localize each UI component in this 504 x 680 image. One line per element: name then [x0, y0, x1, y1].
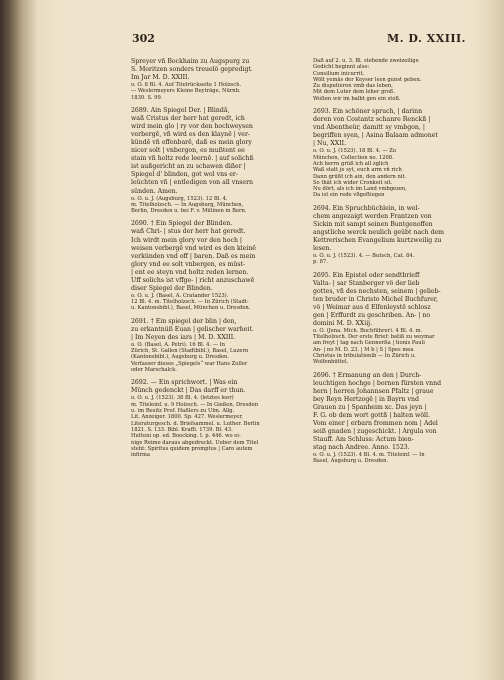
- text-line: zu erkantnüß Euan | gelischer warheit.: [131, 325, 254, 333]
- text-line: o. O. (Jena. Mich. Buchführer). 4 Bl. 4. m.: [313, 327, 423, 334]
- text-line: am freyt | tag nach Gennerßa | tionis Pauli: [313, 340, 425, 347]
- text-line: 2695. Ein Epistel oder sendtbrieff: [313, 271, 420, 279]
- entry-text-block: [313, 372, 481, 452]
- text-line: hern | herren Johannsen Pfaltz | graue: [313, 387, 434, 395]
- text-line: München, Collection no. 1208.: [313, 154, 394, 161]
- text-line: diser Spiegel der Blinden.: [131, 284, 213, 292]
- text-line: o. O. u. J. (Augsburg, 1523). 12 Bl. 4.: [131, 195, 228, 202]
- text-line: 2691. † Ein spiegel der blin | den,: [131, 317, 237, 325]
- text-line: Hutteni op. ed. Boecking. I. p. 446. wo ei-: [131, 433, 241, 440]
- text-line: Dann grüßt ich ain, den andern nit.: [313, 173, 407, 180]
- text-line: 12 Bl. 4. m. Titelholzsch. — In Zürich (Stadt-: [131, 299, 249, 306]
- text-line: stag nach Andree. Anno. 1523.: [313, 444, 410, 452]
- citation-block: [131, 293, 305, 312]
- text-line: bey Reyn Hertzogē | in Bayrn vnd: [313, 395, 419, 403]
- text-line: weisen verbergē vnd wird es den kleinē: [131, 244, 256, 252]
- page-header: [132, 32, 466, 48]
- text-line: Waß statt je syt, euch arm vñ rich: [313, 167, 402, 174]
- text-line: leuchtigen hochge | bornen fürsten vnnd: [313, 379, 442, 387]
- text-line: 2690. † Ein Spiegel der Blinden.: [131, 220, 233, 228]
- text-line: Kettrerischen Evangelium kurtzweilig zu: [313, 236, 442, 244]
- text-line: vö | Weimar aus d Elfenleystē schlosz: [313, 303, 431, 311]
- right-column: [313, 58, 481, 465]
- text-line: wird mein glo | ry vor den hochweysen: [131, 123, 253, 131]
- text-line: Ich wirdt mein glory vor den hoch |: [131, 236, 242, 244]
- text-line: Sickin mit sampt seinen Buntgenoffen: [313, 220, 433, 228]
- text-line: leüchten vñ | entledigen von all vnsern: [131, 179, 254, 187]
- text-line: S. Moritzen sonders treuelö gepredigt.: [131, 66, 253, 74]
- text-line: ist außgericht an zu schawen dißer |: [131, 163, 246, 171]
- running-head: M. D. XXIII.: [387, 32, 466, 45]
- text-line: Im Jar M. D. XXIII.: [131, 74, 190, 82]
- text-line: o. O. u. J. (1523). 38 Bl. 4. (letztes leer): [131, 395, 234, 402]
- text-line: waß Cristus der herr hat geredt, ich: [131, 115, 245, 123]
- entry-text-block: [131, 379, 305, 395]
- text-line: So thät ich wider Cronkeit sit.: [313, 179, 393, 186]
- text-line: Stauff. Am Schluss: Actum bien-: [313, 436, 414, 444]
- text-line: Zürich, St. Gallen (Stadtbibl.), Basel, Luzern: [131, 348, 249, 355]
- text-line: o. O. u. J. (1523). 4 Bl. 4. m. Titeleinf. — In: [313, 452, 425, 459]
- text-line: o. O. u. J. (1523). 4. — Butsch, Cat. 84.: [313, 252, 415, 259]
- text-line: 1830. S. 99.: [131, 94, 163, 101]
- citation-block: [313, 328, 481, 366]
- text-line: Da ist ein rede vßgeftiegen: [313, 192, 385, 199]
- text-line: F. G. ob dem wort gottß | halten wöll.: [313, 411, 430, 419]
- text-line: Zu disputieren vmb das leben,: [313, 83, 393, 90]
- text-line: gen | Erffurdt zu geschriben. An- | no: [313, 311, 431, 319]
- text-line: Spreyer vñ Bockhaim zu Augspurg zu: [131, 58, 250, 65]
- text-line: ten bruder in Christo Michel Buchfurer,: [313, 295, 438, 303]
- text-line: 2689. Ain Spiegel Der. | Blindā,: [131, 107, 230, 115]
- text-line: Nu dört, als ich im Land vmbgezen,: [313, 186, 407, 193]
- citation-block: [131, 196, 305, 215]
- citation-block: [131, 82, 305, 101]
- text-line: glory vnd ee solt vnbergen, es müst-: [131, 260, 246, 268]
- text-line: Ach herrn grüß ich all zglich: [313, 160, 389, 167]
- page-number: 302: [132, 32, 155, 45]
- text-line: Grauen zu | Spanheim xc. Das jeyn |: [313, 403, 427, 411]
- citation-block: [313, 452, 481, 465]
- entry-text-block: [131, 220, 305, 292]
- text-line: | Nu, XXII.: [313, 140, 347, 148]
- text-line: infirma: [131, 452, 150, 459]
- text-line: o. O. u. J. (1523). 18 Bl. 4. — Zu: [313, 148, 397, 155]
- text-line: m. Titeleinf. u. 9 Holzsch. — In Gießen, Dresden: [131, 401, 259, 408]
- text-line: steht: Spiritus quidem promptus | Caro autem: [131, 445, 253, 452]
- text-line: begriffen syen, | Asina Balaam admonet: [313, 132, 438, 140]
- text-line: (Kantonsbibl.), Augsburg u. Dresden.: [131, 354, 230, 361]
- text-line: Lit. Anzeiger. 1800. Sp. 427. Weslermeyer,: [131, 414, 243, 421]
- text-line: Verfasser dieses „Spiegels“ war Hans Zoller: [131, 360, 248, 367]
- text-line: kündē vñ offenbarē, daß es mein glory: [131, 139, 252, 147]
- text-line: 2696. † Ermanung an den | Durch-: [313, 371, 422, 379]
- text-line: Literaturgesch. d. Briefsammel. u. Luther. Berlin: [131, 420, 260, 427]
- text-line: Münch gedenckt | Das darff er thun.: [131, 387, 246, 395]
- text-line: Daß auf 2. u. 3. Bl. stehende zweizeilige: [313, 58, 419, 64]
- text-line: Wolfenbüttel.: [313, 359, 349, 366]
- text-line: vnd Abentheür, damitt sy vmbgon, |: [313, 124, 425, 132]
- text-line: u. im Besitz Prof. Haßlers zu Ulm. Allg.: [131, 408, 235, 415]
- text-line: nige Reime daraus abgedruckt. Ueber dem Titel: [131, 439, 259, 446]
- entry-text-block: [131, 107, 305, 196]
- text-line: Wolten wir im balbt gen ein stoß.: [313, 95, 401, 102]
- text-line: | ent ee steyn vnd holtz reden lernen.: [131, 268, 249, 276]
- text-line: m. Titelholzsch. — In Augsburg, München,: [131, 201, 244, 208]
- text-line: gottes, vñ des nechsten, seinem | gelieb-: [313, 287, 441, 295]
- entry-text-block: [131, 58, 305, 82]
- text-line: Spiegel d' blinden, got wol vns er-: [131, 171, 238, 179]
- text-line: An- | no M. D. 23. | M b | S | Spes mea: [313, 346, 414, 353]
- text-line: Uff solichs ist vffge- | richt anzuschawē: [131, 276, 255, 284]
- text-line: p. 87.: [313, 259, 328, 266]
- text-line: u. Kantonsbibl.), Basel, München u. Dresden.: [131, 305, 251, 312]
- text-line: angstliche werck neulich geübt nach dem: [313, 228, 445, 236]
- text-line: Wölt yemäs der Keyser lesn gunst geben.: [313, 76, 422, 83]
- citation-block: [313, 148, 481, 198]
- text-line: Basel, Augsburg u. Dresden.: [313, 458, 389, 465]
- text-line: Valta- | sar Stanberger vö der lieb: [313, 279, 420, 287]
- text-line: — Weslermeyers Kleine Beyträge, Nürnb.: [131, 88, 241, 95]
- text-line: lesen.: [313, 244, 332, 252]
- text-line: 2694. Ein Spruchbüchlein, in wel-: [313, 204, 420, 212]
- text-line: waß Chri- | stus der herr hat geredt.: [131, 228, 246, 236]
- text-line: verkünden vnd off | baren. Daß es mein: [131, 252, 256, 260]
- text-line: Titelholzsch. Der erste Brief: batiß zu weymar: [313, 334, 435, 341]
- text-line: Mit dem Luter dem leher groß.: [313, 89, 395, 96]
- text-line: 2693. Ein schöner spruch, | darinn: [313, 108, 423, 116]
- text-line: verbergē, vñ wird es den klaynē | ver-: [131, 131, 251, 139]
- text-line: Consilium inicurrit.: [313, 70, 365, 77]
- text-line: stain vñ holtz rede leernē. | auf solichß: [131, 155, 254, 163]
- entry-text-block: [313, 108, 481, 148]
- citation-block: [313, 58, 481, 102]
- text-line: Gedicht beginnt also:: [313, 64, 370, 71]
- entry-text-block: [131, 318, 305, 342]
- text-line: o. O. (Basel, A. Petri). 16 Bl. 4. — In: [131, 341, 225, 348]
- entry-text-block: [313, 205, 481, 253]
- entry-text-block: [313, 272, 481, 328]
- left-column: [131, 58, 305, 458]
- text-line: deren von Costantz schanre Renckß |: [313, 116, 431, 124]
- text-line: oder Marschalck.: [131, 367, 177, 374]
- text-line: seiß gnaden | zugeschickt. | Argula von: [313, 428, 437, 435]
- text-line: 1821. S. 133. Bibl. Kraffi. 1739. Bl. 43.: [131, 426, 233, 433]
- citation-block: [131, 395, 305, 458]
- text-line: Christus in tribulationib — In Zürich u.: [313, 353, 416, 360]
- citation-block: [131, 342, 305, 373]
- text-line: o. O. 8 Bl. 4. Auf Titelrückseite 1 Holzsch.: [131, 82, 242, 89]
- citation-block: [313, 253, 481, 266]
- text-line: | Im Neyen des iars | M. D. XXIII.: [131, 333, 236, 341]
- text-line: Berlin, Dresden u. bei F. v. Mülinen in Bern.: [131, 208, 247, 215]
- text-line: 2692. — Ein sprichwort. | Was ein: [131, 379, 238, 387]
- text-line: sünden. Amen.: [131, 187, 178, 195]
- text-line: domini M. D. XXiij.: [313, 319, 373, 327]
- text-line: Vom einer | erbarn frommen nom | Adel: [313, 419, 438, 427]
- text-line: nicer solt | vnbergon, es mußtent ee: [131, 147, 245, 155]
- text-line: o. O. u. J. (Basel, A. Cratander 1523).: [131, 292, 229, 299]
- text-line: chem angezaigt werden Frantzen von: [313, 212, 432, 220]
